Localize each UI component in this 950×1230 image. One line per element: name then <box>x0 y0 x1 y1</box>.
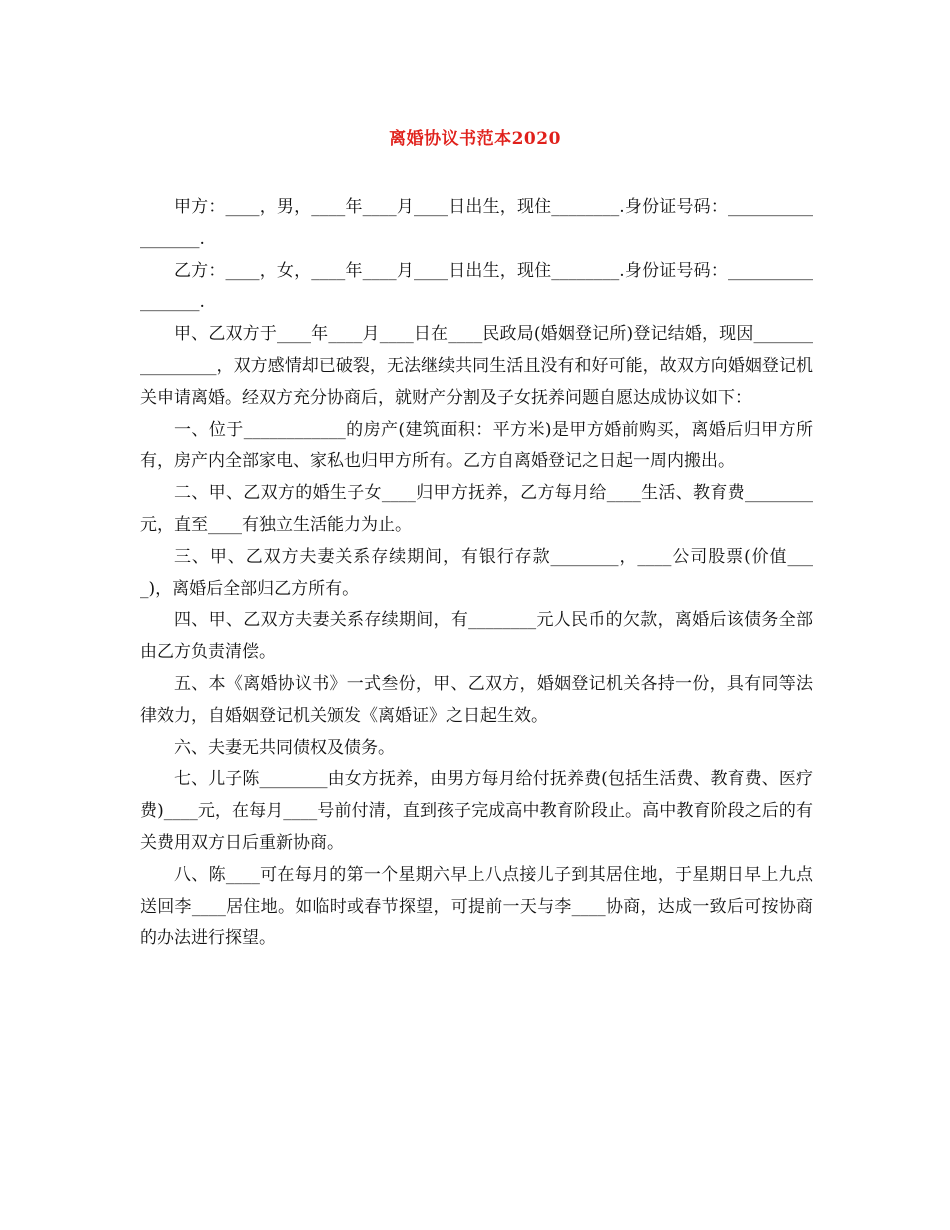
paragraph-clause-8: 八、陈____可在每月的第一个星期六早上八点接儿子到其居住地，于星期日早上九点送回李____居住地。如临时或春节探望，可提前一天与李____协商，达成一致后可按协商的办法进行探望。 <box>140 864 813 949</box>
document-title: 离婚协议书范本2020 <box>389 129 561 149</box>
paragraph-clause-5: 五、本《离婚协议书》一式叁份，甲、乙双方，婚姻登记机关各持一份，具有同等法律效力，自婚姻登记机关颁发《离婚证》之日起生效。 <box>140 673 813 726</box>
paragraph-clause-4: 四、甲、乙双方夫妻关系存续期间，有________元人民币的欠款，离婚后该债务全部由乙方负责清偿。 <box>140 610 813 663</box>
paragraph-party-b: 乙方：____，女，____年____月____日出生，现住________.身份证号码：_________________. <box>140 260 813 313</box>
paragraph-clause-6: 六、夫妻无共同债权及债务。 <box>174 737 395 758</box>
paragraph-preamble: 甲、乙双方于____年____月____日在____民政局(婚姻登记所)登记结婚，现因________________，双方感情却已破裂，无法继续共同生活且没有和好可能，故双方向婚姻登记机关申请离婚。经双方充分协商后，就财产分割及子女抚养问题自愿达成协议如下： <box>140 324 813 408</box>
document-body <box>140 192 813 955</box>
paragraph-clause-2: 二、甲、乙双方的婚生子女____归甲方抚养，乙方每月给____生活、教育费________元，直至____有独立生活能力为止。 <box>140 483 813 535</box>
paragraph-clause-3: 三、甲、乙双方夫妻关系存续期间，有银行存款________，____公司股票(价值____)，离婚后全部归乙方所有。 <box>140 546 813 599</box>
paragraph-clause-7: 七、儿子陈________由女方抚养，由男方每月给付抚养费(包括生活费、教育费、医疗费)____元，在每月____号前付清，直到孩子完成高中教育阶段止。高中教育阶段之后的有关费用双方日后重新协商。 <box>140 769 813 853</box>
paragraph-clause-1: 一、位于____________的房产(建筑面积：平方米)是甲方婚前购买，离婚后归甲方所有，房产内全部家电、家私也归甲方所有。乙方自离婚登记之日起一周内搬出。 <box>140 419 813 472</box>
paragraph-party-a: 甲方：____，男，____年____月____日出生，现住________.身份证号码：_________________. <box>140 197 813 249</box>
